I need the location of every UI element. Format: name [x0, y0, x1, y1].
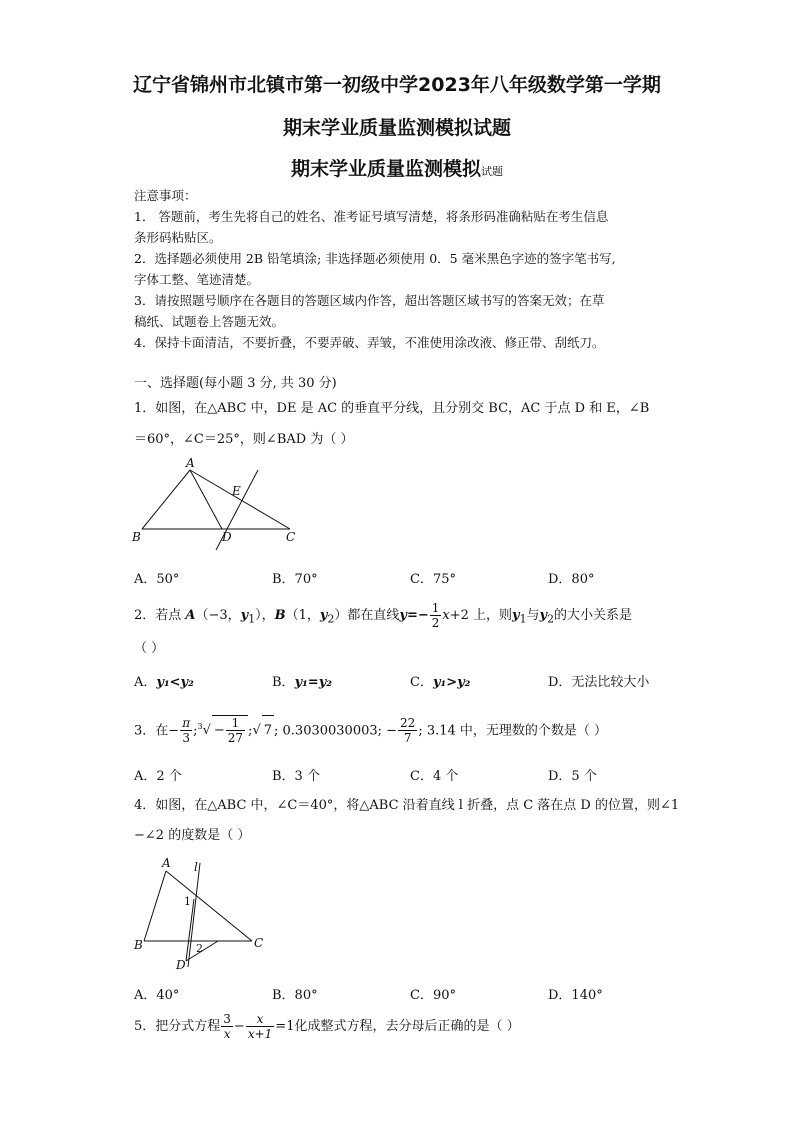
q2-y2: y [319, 608, 328, 623]
q5-d1: x [223, 1027, 231, 1041]
q2-option-a-text: y₁<y₂ [156, 675, 194, 690]
q2-rel-and: 与 [526, 608, 540, 623]
q3-minus: − [168, 723, 180, 739]
q3-pi-den: 3 [182, 731, 190, 746]
notice-item-1a: 1． 答题前，考生先将自己的姓名、准考证号填写清楚，将条形码准确粘贴在考生信息 [134, 209, 609, 224]
q3-mid: ; 0.3030030003; − [274, 723, 398, 739]
q4-label-d: D [176, 958, 186, 972]
q2-option-a-label: A． [134, 675, 157, 690]
q2-option-c[interactable] [410, 671, 470, 690]
notice-item-1b: 条形码粘贴区。 [134, 230, 222, 245]
q1-option-b[interactable]: B．70° [272, 572, 318, 587]
q2-option-a[interactable] [134, 671, 194, 690]
notice-item-3a: 3．请按照题号顺序在各题目的答题区域内作答，超出答题区域书写的答案无效；在草 [134, 293, 605, 308]
q2-rel-y2-sub: 2 [547, 612, 554, 626]
q2-y1: y [240, 608, 249, 623]
q2-paren: （ ） [134, 641, 165, 656]
notice-item-2b: 字体工整、笔迹清楚。 [134, 272, 260, 287]
q5-text [134, 1012, 520, 1042]
q3-option-b[interactable]: B．3 个 [272, 769, 320, 784]
q5-minus: − [233, 1019, 245, 1034]
q2-a-coord: （−3， [195, 608, 241, 623]
q3-cr-fraction [226, 716, 245, 745]
notice-item-3b: 稿纸、试题卷上答题无效。 [134, 314, 285, 329]
q2-option-b-text: y₁=y₂ [294, 675, 332, 690]
q2-frac-den: 2 [431, 616, 440, 630]
q2-option-d[interactable]: D．无法比较大小 [548, 675, 650, 690]
q1-figure [128, 455, 308, 555]
q2-y2-sub: 2 [327, 612, 335, 626]
q1-text-line-2: ＝60°，∠C＝25°，则∠BAD 为（ ） [134, 432, 354, 447]
q4-label-1: 1 [184, 895, 191, 908]
q4-label-2: 2 [196, 942, 203, 955]
q1-label-e: E [232, 484, 241, 498]
q5-d2: x+1 [247, 1027, 273, 1041]
q2-rel-end: 的大小关系是 [553, 608, 632, 623]
q3-sep2: ; [248, 723, 253, 739]
q2-eq-tail: +2 上，则 [449, 608, 513, 623]
q4-label-b: B [134, 938, 143, 952]
q4-label-l: l [194, 860, 198, 874]
q3-option-a[interactable]: A．2 个 [134, 769, 182, 784]
q3-option-d[interactable]: D．5 个 [548, 769, 597, 784]
notice-item-4: 4．保持卡面清洁，不要折叠，不要弄破、弄皱，不准使用涂改液、修正带、刮纸刀。 [134, 335, 605, 350]
q2-eq-y: y [399, 608, 407, 623]
q1-line-ab [142, 470, 190, 529]
q1-text-line-1: 1．如图，在△ABC 中，DE 是 AC 的垂直平分线，且分别交 BC，AC 于点 D 和 E，∠B [134, 401, 650, 416]
q1-label-b: B [132, 530, 141, 544]
notice-item-2a: 2．选择题必须使用 2B 铅笔填涂; 非选择题必须使用 0．5 毫米黑色字迹的签字笔书写, [134, 251, 616, 266]
q3-cuberoot: √ − $\frac{1}{27}$ [203, 723, 248, 738]
title-line-3-small: 试题 [481, 165, 503, 178]
title-line-3 [0, 154, 794, 181]
q5-n2: x [246, 1012, 274, 1027]
q3-text [134, 712, 607, 746]
q1-option-c[interactable]: C．75° [410, 572, 456, 587]
q2-option-b-label: B． [272, 675, 295, 690]
q2-point-b: B [274, 608, 286, 623]
q5-fraction-1 [221, 1012, 233, 1041]
title-line-1: 辽宁省锦州市北镇市第一初级中学2023年八年级数学第一学期 [133, 74, 661, 96]
q3-sqrt: √ 7 [252, 723, 274, 738]
q2-y1-sub: 1 [248, 612, 256, 626]
q2-option-c-label: C． [410, 675, 433, 690]
q4-label-c: C [254, 936, 264, 950]
q3-cr-den: 27 [227, 731, 244, 746]
q5-eq: =1 [275, 1019, 295, 1034]
q4-text-line-1: 4．如图，在△ABC 中，∠C＝40°，将△ABC 沿着直线 l 折叠，点 C 落在点 D 的位置，则∠1 [134, 798, 680, 813]
q3-cr-minus: − [213, 723, 225, 739]
q3-cr-num: 1 [226, 716, 245, 731]
q2-rel-y2: y [539, 608, 548, 623]
q3-pi-fraction [180, 716, 192, 745]
q1-line-ac [190, 470, 290, 529]
q5-fraction-2 [246, 1012, 274, 1041]
q2-pre: 2．若点 [134, 608, 186, 623]
q2-option-c-text: y₁>y₂ [432, 675, 471, 690]
q3-tail: ; 3.14 中，无理数的个数是（ ） [418, 723, 608, 739]
q2-eq-minus: =− [406, 608, 429, 623]
q4-label-a: A [162, 856, 171, 870]
q2-mid2: ）都在直线 [334, 608, 400, 623]
q2-b-coord: （1， [285, 608, 320, 623]
q2-text [134, 601, 632, 630]
title-line-3-main: 期末学业质量监测模拟 [290, 158, 481, 180]
q2-rel-y1: y [512, 608, 520, 623]
q4-option-c[interactable]: C．90° [410, 988, 456, 1003]
q1-label-d: D [222, 530, 232, 544]
q4-option-a[interactable]: A．40° [134, 988, 180, 1003]
q4-option-b[interactable]: B．80° [272, 988, 318, 1003]
q3-pi: π [182, 716, 191, 731]
q3-22-7-fraction [398, 716, 417, 745]
notice-heading: 注意事项： [134, 188, 197, 203]
q3-d7: 7 [403, 731, 412, 746]
q1-label-a: A [186, 456, 195, 470]
q5-pre: 5．把分式方程 [134, 1019, 221, 1034]
q4-text-line-2: −∠2 的度数是（ ） [134, 828, 251, 843]
q2-rel-y1-sub: 1 [519, 612, 527, 626]
q1-label-c: C [286, 530, 296, 544]
q3-cuberoot-index: 3 [197, 722, 203, 731]
q1-line-ad [190, 470, 222, 529]
q3-option-c[interactable]: C．4 个 [410, 769, 459, 784]
q2-mid1: ）， [255, 608, 275, 623]
q3-sep1: ; [193, 723, 198, 739]
q4-line-ac [166, 871, 252, 941]
q2-eq-x: x [442, 608, 450, 623]
q5-n1: 3 [223, 1012, 231, 1026]
q2-frac-num: 1 [431, 601, 440, 615]
title-line-2: 期末学业质量监测模拟试题 [282, 117, 511, 139]
q3-sqrt-7: 7 [262, 715, 274, 746]
q1-option-d[interactable]: D．80° [548, 572, 595, 587]
q5-tail: 化成整式方程，去分母后正确的是（ ） [294, 1019, 520, 1034]
q2-option-b[interactable] [272, 671, 332, 690]
q4-figure [128, 855, 278, 975]
q1-option-a[interactable]: A．50° [134, 572, 180, 587]
section-1-heading: 一、选择题(每小题 3 分, 共 30 分) [134, 376, 337, 391]
q3-n22: 22 [400, 716, 416, 731]
q3-pre: 3．在 [134, 723, 169, 739]
q4-line-ab [144, 871, 166, 941]
q2-fraction [430, 601, 442, 630]
q2-point-a: A [185, 608, 196, 623]
q4-option-d[interactable]: D．140° [548, 988, 603, 1003]
